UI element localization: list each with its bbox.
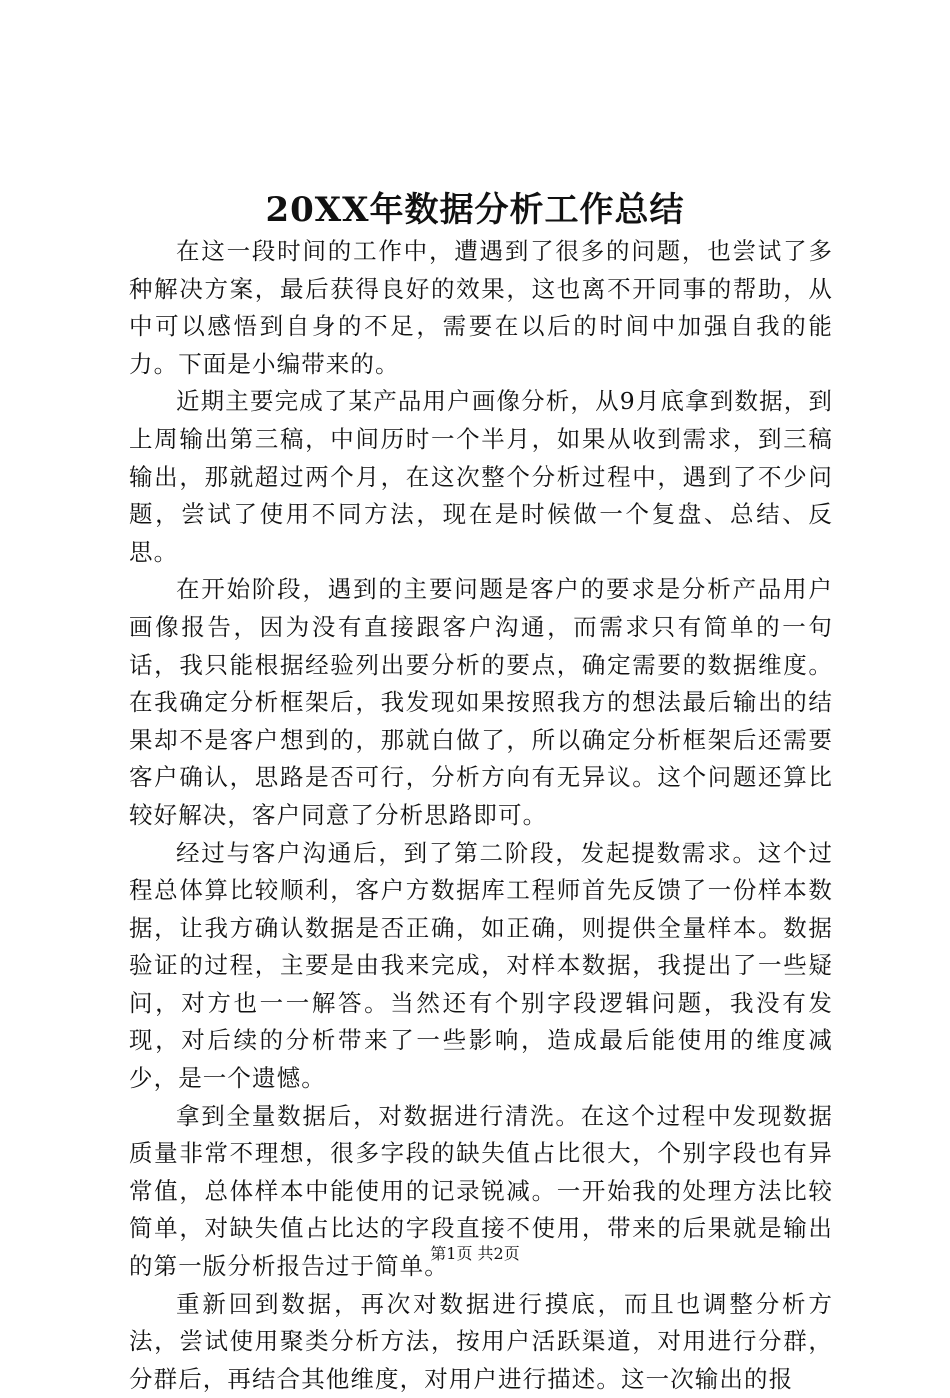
paragraph-2: 近期主要完成了某产品用户画像分析，从9月底拿到数据，到上周输出第三稿，中间历时一个半月，如果从收到需求，到三稿输出，那就超过两个月，在这次整个分析过程中，遇到了不少问题，尝试了使用不同方法，现在是时候做一个复盘、总结、反思。 — [129, 387, 833, 566]
document-title: 20XX年数据分析工作总结 — [265, 190, 685, 230]
paragraph-6: 重新回到数据，再次对数据进行摸底，而且也调整分析方法，尝试使用聚类分析方法，按用户活跃渠道，对用进行分群，分群后，再结合其他维度，对用户进行描述。这一次输出的报 — [129, 1289, 833, 1393]
document-body — [129, 233, 833, 1398]
paragraph-1: 在这一段时间的工作中，遭遇到了很多的问题，也尝试了多种解决方案，最后获得良好的效果，这也离不开同事的帮助，从中可以感悟到自身的不足，需要在以后的时间中加强自我的能力。下面是小编带来的。 — [129, 237, 833, 378]
paragraph-4: 经过与客户沟通后，到了第二阶段，发起提数需求。这个过程总体算比较顺利，客户方数据库工程师首先反馈了一份样本数据，让我方确认数据是否正确，如正确，则提供全量样本。数据验证的过程，主要是由我来完成，对样本数据，我提出了一些疑问，对方也一一解答。当然还有个别字段逻辑问题，我没有发现，对后续的分析带来了一些影响，造成最后能使用的维度减少，是一个遗憾。 — [129, 838, 833, 1093]
page-number-footer: 第1页 共2页 — [430, 1244, 520, 1263]
paragraph-5: 拿到全量数据后，对数据进行清洗。在这个过程中发现数据质量非常不理想，很多字段的缺失值占比很大，个别字段也有异常值，总体样本中能使用的记录锐减。一开始我的处理方法比较简单，对缺失值占比达的字段直接不使用，带来的后果就是输出的第一版分析报告过于简单。 — [129, 1101, 833, 1281]
paragraph-3: 在开始阶段，遇到的主要问题是客户的要求是分析产品用户画像报告，因为没有直接跟客户沟通，而需求只有简单的一句话，我只能根据经验列出要分析的要点，确定需要的数据维度。在我确定分析框架后，我发现如果按照我方的想法最后输出的结果却不是客户想到的，那就白做了，所以确定分析框架后还需要客户确认，思路是否可行，分析方向有无异议。这个问题还算比较好解决，客户同意了分析思路即可。 — [129, 575, 833, 829]
